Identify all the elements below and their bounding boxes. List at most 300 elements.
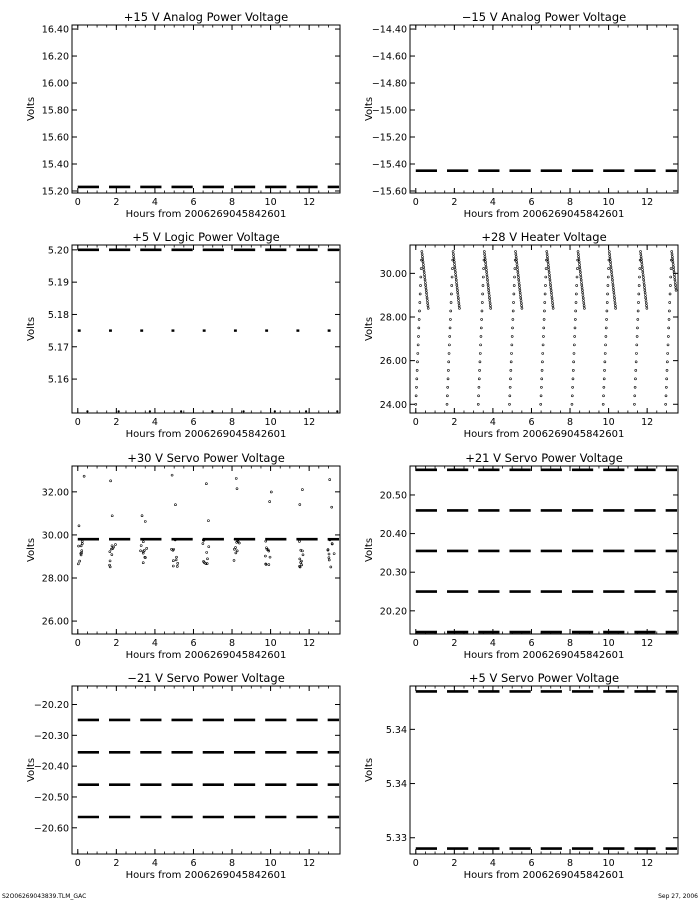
data-point [581, 289, 583, 291]
data-point [603, 395, 605, 397]
x-tick-label: 0 [74, 858, 81, 869]
data-point [583, 305, 585, 307]
data-point [457, 297, 459, 299]
data-point [604, 361, 606, 363]
x-tick-label: 6 [528, 858, 535, 869]
data-point [514, 268, 516, 270]
data-point [575, 293, 577, 295]
data-point [610, 266, 612, 268]
data-point [573, 344, 575, 346]
x-tick-label: 8 [567, 858, 574, 869]
y-tick-label: −15.60 [371, 186, 407, 198]
data-point [426, 297, 428, 299]
data-point [549, 276, 551, 278]
data-point [176, 556, 178, 558]
data-point [450, 293, 452, 295]
data-point [265, 547, 267, 549]
data-point [416, 369, 418, 371]
data-point [583, 302, 585, 304]
data-point [551, 300, 553, 302]
data-point [418, 310, 420, 312]
data-point [83, 475, 85, 477]
y-tick-label: 16.20 [41, 51, 69, 63]
x-tick-label: 2 [113, 417, 120, 428]
data-point [603, 386, 605, 388]
data-point [269, 556, 271, 558]
data-point [427, 305, 429, 307]
data-point [458, 302, 460, 304]
x-tick-label: 4 [151, 858, 158, 869]
data-point [419, 293, 421, 295]
data-point [489, 297, 491, 299]
data-point [301, 564, 303, 566]
data-point [602, 403, 604, 405]
data-point [672, 266, 674, 268]
x-tick-label: 12 [303, 197, 316, 208]
data-point [489, 302, 491, 304]
data-series [77, 474, 339, 568]
data-point [552, 302, 554, 304]
data-point [669, 301, 671, 303]
data-point [604, 369, 606, 371]
data-point [641, 266, 643, 268]
data-point [541, 361, 543, 363]
data-point [552, 307, 554, 309]
data-point [206, 558, 208, 560]
data-point [551, 297, 553, 299]
data-point [81, 550, 83, 552]
data-point [453, 256, 455, 258]
data-point [549, 281, 551, 283]
data-point [543, 318, 545, 320]
x-tick-label: 4 [151, 638, 158, 649]
data-point [605, 335, 607, 337]
data-point [336, 410, 338, 412]
x-tick-label: 8 [229, 638, 236, 649]
data-point [608, 268, 610, 270]
x-axis-label: Hours from 2006269045842601 [463, 870, 625, 881]
data-point [669, 284, 671, 286]
data-point [333, 553, 335, 555]
data-point [329, 479, 331, 481]
data-point [642, 274, 644, 276]
y-tick-label: 30.00 [41, 530, 69, 542]
x-tick-label: 10 [264, 197, 277, 208]
data-point [615, 307, 617, 309]
data-point [274, 410, 276, 412]
data-point [646, 307, 648, 309]
data-point [175, 559, 177, 561]
y-axis-label: Volts [364, 96, 375, 122]
data-point [636, 327, 638, 329]
data-point [540, 395, 542, 397]
data-point [265, 563, 267, 565]
data-point [611, 274, 613, 276]
data-point [549, 279, 551, 281]
data-point [605, 344, 607, 346]
data-point [480, 327, 482, 329]
data-point [452, 253, 454, 255]
x-tick-label: 12 [641, 638, 654, 649]
data-point [330, 566, 332, 568]
data-point [571, 395, 573, 397]
data-point [236, 550, 238, 552]
y-tick-label: 5.33 [385, 833, 407, 845]
data-point [458, 307, 460, 309]
data-point [577, 253, 579, 255]
data-point [422, 258, 424, 260]
x-tick-label: 4 [151, 417, 158, 428]
data-point [580, 274, 582, 276]
data-point [510, 378, 512, 380]
data-point [572, 386, 574, 388]
x-tick-label: 0 [412, 197, 419, 208]
data-point [541, 369, 543, 371]
x-tick-label: 6 [190, 638, 197, 649]
data-point [667, 335, 669, 337]
data-point [446, 403, 448, 405]
x-tick-label: 12 [641, 197, 654, 208]
data-point [665, 395, 667, 397]
data-point [546, 251, 548, 253]
data-point [548, 266, 550, 268]
data-point [580, 279, 582, 281]
data-point [305, 410, 307, 412]
data-point [417, 352, 419, 354]
y-axis-label: Volts [364, 316, 375, 342]
data-point [416, 361, 418, 363]
data-point [452, 251, 454, 253]
data-point [482, 293, 484, 295]
data-point [235, 547, 237, 549]
data-point [447, 386, 449, 388]
data-point [643, 284, 645, 286]
data-point [673, 271, 675, 273]
data-point [455, 279, 457, 281]
data-series [78, 720, 339, 817]
x-tick-label: 8 [567, 417, 574, 428]
x-tick-label: 6 [190, 858, 197, 869]
data-point [448, 361, 450, 363]
x-axis-label: Hours from 2006269045842601 [125, 870, 287, 881]
data-point [519, 292, 521, 294]
data-point [671, 253, 673, 255]
data-point [451, 268, 453, 270]
data-point [572, 369, 574, 371]
data-point [509, 386, 511, 388]
data-point [575, 301, 577, 303]
panel-3 [26, 230, 340, 440]
data-point [487, 279, 489, 281]
data-point [546, 256, 548, 258]
data-point [603, 378, 605, 380]
data-point [545, 276, 547, 278]
x-axis-label: Hours from 2006269045842601 [463, 209, 625, 220]
data-point [634, 395, 636, 397]
data-point [208, 546, 210, 548]
data-point [489, 305, 491, 307]
data-point [511, 352, 513, 354]
data-point [550, 287, 552, 289]
data-point [454, 263, 456, 265]
data-point [672, 261, 674, 263]
data-point [146, 547, 148, 549]
data-point [578, 261, 580, 263]
x-tick-label: 6 [528, 638, 535, 649]
data-point [457, 294, 459, 296]
y-tick-label: 20.20 [379, 606, 407, 618]
data-point [633, 403, 635, 405]
data-point [635, 352, 637, 354]
data-point [552, 305, 554, 307]
panel-1 [26, 10, 340, 220]
data-point [583, 300, 585, 302]
data-point [580, 276, 582, 278]
data-point [675, 289, 677, 291]
data-point [613, 289, 615, 291]
data-point [425, 287, 427, 289]
chart-title: +5 V Logic Power Voltage [132, 230, 280, 244]
data-point [109, 560, 111, 562]
x-tick-label: 4 [489, 638, 496, 649]
data-point [415, 395, 417, 397]
x-axis-label: Hours from 2006269045842601 [463, 429, 625, 440]
data-point [426, 300, 428, 302]
x-tick-label: 6 [190, 417, 197, 428]
data-point [423, 266, 425, 268]
x-tick-label: 10 [602, 638, 615, 649]
data-point [674, 276, 676, 278]
x-tick-label: 10 [264, 858, 277, 869]
data-point [542, 335, 544, 337]
data-point [636, 335, 638, 337]
data-point [299, 558, 301, 560]
data-point [479, 352, 481, 354]
y-tick-label: 5.16 [47, 374, 69, 386]
x-axis-label: Hours from 2006269045842601 [125, 209, 287, 220]
data-point [235, 552, 237, 554]
plot-frame [72, 25, 340, 193]
data-point [78, 525, 80, 527]
y-tick-label: −14.80 [371, 78, 407, 90]
data-point [458, 300, 460, 302]
y-tick-label: 5.34 [385, 724, 407, 736]
x-tick-label: 0 [74, 417, 81, 428]
data-point [673, 274, 675, 276]
data-point [609, 258, 611, 260]
x-tick-label: 6 [190, 197, 197, 208]
data-point [268, 564, 270, 566]
data-point [422, 263, 424, 265]
data-point [578, 263, 580, 265]
data-point [520, 297, 522, 299]
data-point [670, 276, 672, 278]
data-point [453, 258, 455, 260]
data-point [487, 287, 489, 289]
data-point [516, 261, 518, 263]
data-point [613, 297, 615, 299]
data-point [488, 292, 490, 294]
data-point [642, 271, 644, 273]
data-point [614, 305, 616, 307]
data-point [422, 261, 424, 263]
data-point [205, 483, 207, 485]
data-point [206, 551, 208, 553]
data-point [486, 271, 488, 273]
data-point [666, 378, 668, 380]
data-point [548, 271, 550, 273]
data-point [607, 276, 609, 278]
data-point [645, 297, 647, 299]
data-point [478, 386, 480, 388]
panel-5 [26, 451, 340, 661]
data-point [415, 403, 417, 405]
y-tick-label: 32.00 [41, 487, 69, 499]
data-point [574, 327, 576, 329]
data-point [607, 293, 609, 295]
data-point [78, 545, 80, 547]
data-point [614, 300, 616, 302]
data-point [576, 268, 578, 270]
data-point [610, 269, 612, 271]
data-point [635, 369, 637, 371]
panel-4 [364, 230, 678, 440]
x-tick-label: 8 [567, 638, 574, 649]
data-point [640, 253, 642, 255]
data-point [609, 253, 611, 255]
data-series [415, 251, 677, 406]
y-axis-label: Volts [26, 96, 37, 122]
data-point [544, 284, 546, 286]
plot-frame [410, 25, 678, 193]
data-point [515, 256, 517, 258]
data-point [665, 403, 667, 405]
data-point [328, 559, 330, 561]
x-tick-label: 10 [602, 417, 615, 428]
data-point [518, 284, 520, 286]
x-tick-label: 8 [229, 197, 236, 208]
data-point [484, 256, 486, 258]
data-point [454, 269, 456, 271]
data-point [541, 378, 543, 380]
y-tick-label: 15.20 [41, 186, 69, 198]
footer-filename: S2O06269043839.TLM_GAC [2, 893, 87, 900]
data-point [674, 281, 676, 283]
data-point [611, 276, 613, 278]
data-point [264, 555, 266, 557]
data-point [417, 344, 419, 346]
data-point [327, 549, 329, 551]
y-axis-label: Volts [26, 316, 37, 342]
x-tick-label: 8 [567, 197, 574, 208]
data-point [547, 261, 549, 263]
data-point [670, 268, 672, 270]
data-point [607, 284, 609, 286]
data-point [641, 263, 643, 265]
data-point [513, 284, 515, 286]
data-point [477, 403, 479, 405]
y-tick-label: 26.00 [41, 616, 69, 628]
footer-date: Sep 27, 2006 [658, 893, 698, 900]
data-point [571, 403, 573, 405]
x-tick-label: 12 [303, 417, 316, 428]
data-point [206, 563, 208, 565]
data-point [636, 344, 638, 346]
data-point [456, 284, 458, 286]
y-tick-label: −14.40 [371, 24, 407, 36]
data-point [427, 307, 429, 309]
x-tick-label: 12 [641, 858, 654, 869]
data-point [644, 294, 646, 296]
data-point [582, 292, 584, 294]
data-point [481, 318, 483, 320]
x-tick-label: 12 [303, 858, 316, 869]
data-point [144, 520, 146, 522]
x-tick-label: 4 [151, 197, 158, 208]
data-point [644, 292, 646, 294]
data-point [171, 474, 173, 476]
x-axis-label: Hours from 2006269045842601 [125, 429, 287, 440]
data-point [613, 292, 615, 294]
data-point [550, 292, 552, 294]
data-point [578, 256, 580, 258]
data-point [516, 263, 518, 265]
x-tick-label: 2 [451, 638, 458, 649]
data-point [456, 287, 458, 289]
data-point [520, 302, 522, 304]
data-point [637, 318, 639, 320]
data-point [416, 378, 418, 380]
data-point [424, 281, 426, 283]
panel-2 [364, 10, 678, 220]
data-point [611, 279, 613, 281]
data-point [572, 378, 574, 380]
y-tick-label: 20.40 [379, 529, 407, 541]
data-point [423, 274, 425, 276]
data-point [668, 327, 670, 329]
plot-frame [72, 245, 340, 413]
data-point [521, 305, 523, 307]
data-point [517, 276, 519, 278]
data-point [578, 258, 580, 260]
data-point [540, 403, 542, 405]
panel-8 [364, 671, 678, 881]
chart-title: −15 V Analog Power Voltage [461, 10, 627, 24]
data-point [640, 258, 642, 260]
data-point [448, 352, 450, 354]
data-point [674, 284, 676, 286]
data-point [301, 489, 303, 491]
data-point [454, 266, 456, 268]
data-point [642, 276, 644, 278]
data-point [641, 261, 643, 263]
data-point [639, 268, 641, 270]
data-point [668, 318, 670, 320]
y-tick-label: 15.60 [41, 132, 69, 144]
data-point [447, 378, 449, 380]
data-point [421, 253, 423, 255]
data-point [579, 269, 581, 271]
x-axis-label: Hours from 2006269045842601 [125, 650, 287, 661]
x-tick-label: 6 [528, 417, 535, 428]
chart-title: +28 V Heater Voltage [481, 230, 607, 244]
y-tick-label: 5.18 [47, 309, 69, 321]
data-point [644, 287, 646, 289]
panel-6 [364, 451, 678, 661]
data-point [427, 302, 429, 304]
y-tick-label: −20.60 [33, 823, 69, 835]
x-tick-label: 2 [451, 417, 458, 428]
